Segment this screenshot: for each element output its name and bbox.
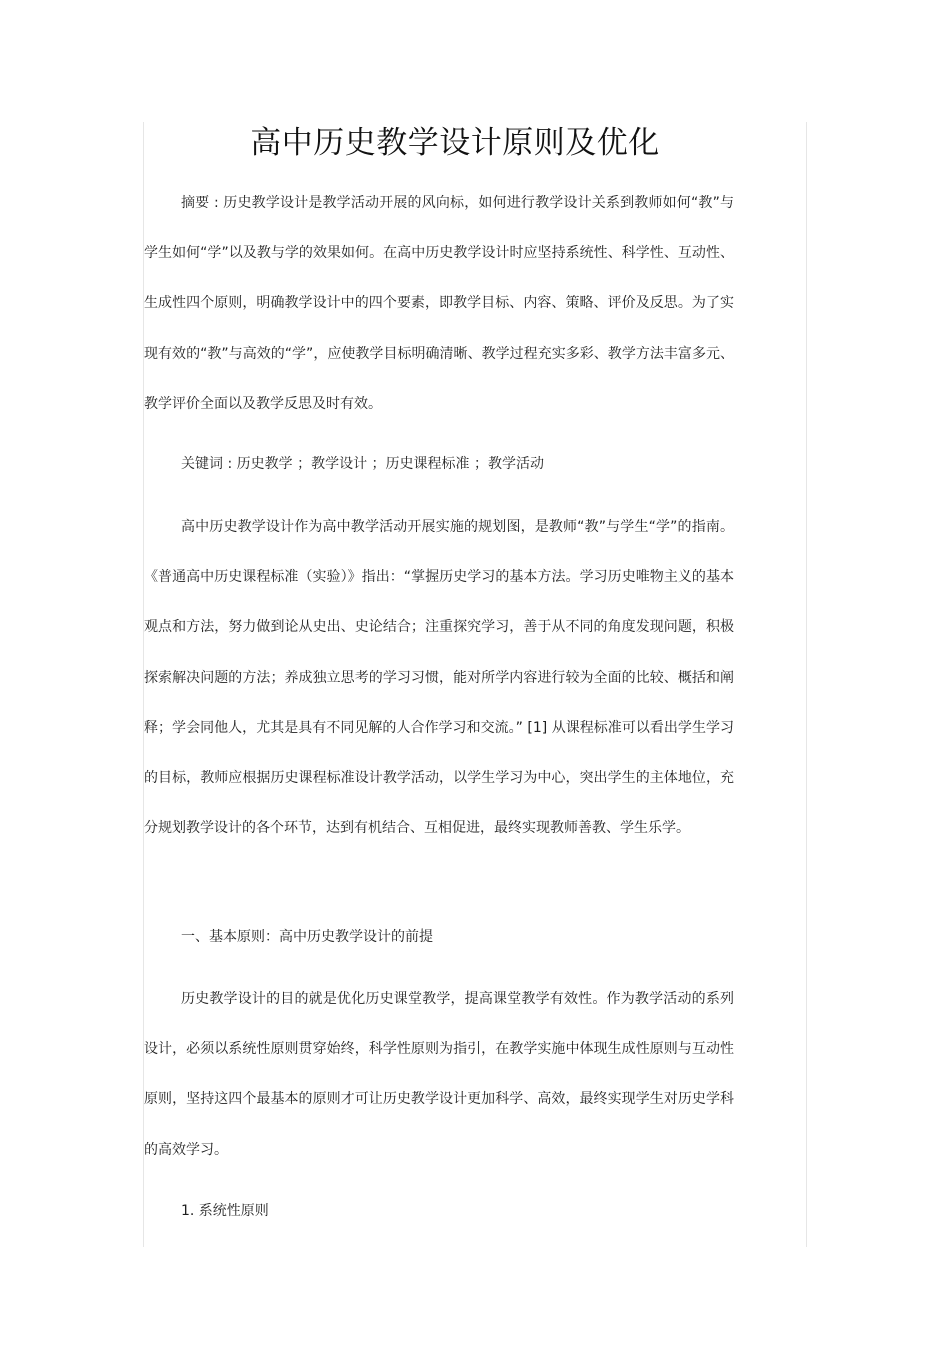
document-title: 高中历史教学设计原则及优化 (250, 125, 660, 161)
page-right-rule (806, 122, 807, 1247)
section-heading: 一、基本原则：高中历史教学设计的前提 (181, 929, 433, 945)
subsection-heading: 1. 系统性原则 (181, 1203, 269, 1219)
keywords-line: 关键词 : 历史教学 ；教学设计 ；历史课程标准 ；教学活动 (181, 456, 544, 472)
section-body-paragraph: 历史教学设计的目的就是优化历史课堂教学，提高课堂教学有效性。作为教学活动的系列设计，必须以系统性原则贯穿始终，科学性原则为指引，在教学实施中体现生成性原则与互动性原则，坚持这四个最基本的原则才可让历史教学设计更加科学、高效，最终实现学生对历史学科的高效学习。 (144, 991, 734, 1158)
intro-paragraph: 高中历史教学设计作为高中教学活动开展实施的规划图，是教师“教”与学生“学”的指南。《普通高中历史课程标准（实验）》指出：“掌握历史学习的基本方法。学习历史唯物主义的基本观点和方法，努力做到论从史出、史论结合；注重探究学习，善于从不同的角度发现问题，积极探索解决问题的方法；养成独立思考的学习习惯，能对所学内容进行较为全面的比较、概括和阐释；学会同他人，尤其是具有不同见解的人合作学习和交流。” [1] 从课程标准可以看出学生学习的目标，教师应根据历史课程标准设计教学活动，以学生学习为中心，突出学生的主体地位，充分规划教学设计的各个环节，达到有机结合、互相促进，最终实现教师善教、学生乐学。 (144, 519, 734, 837)
abstract-paragraph: 摘要 : 历史教学设计是教学活动开展的风向标，如何进行教学设计关系到教师如何“教”与学生如何“学”以及教与学的效果如何。在高中历史教学设计时应坚持系统性、科学性、互动性、生成性四个原则，明确教学设计中的四个要素，即教学目标、内容、策略、评价及反思。为了实现有效的“教”与高效的“学”，应使教学目标明确清晰、教学过程充实多彩、教学方法丰富多元、教学评价全面以及教学反思及时有效。 (144, 195, 734, 412)
